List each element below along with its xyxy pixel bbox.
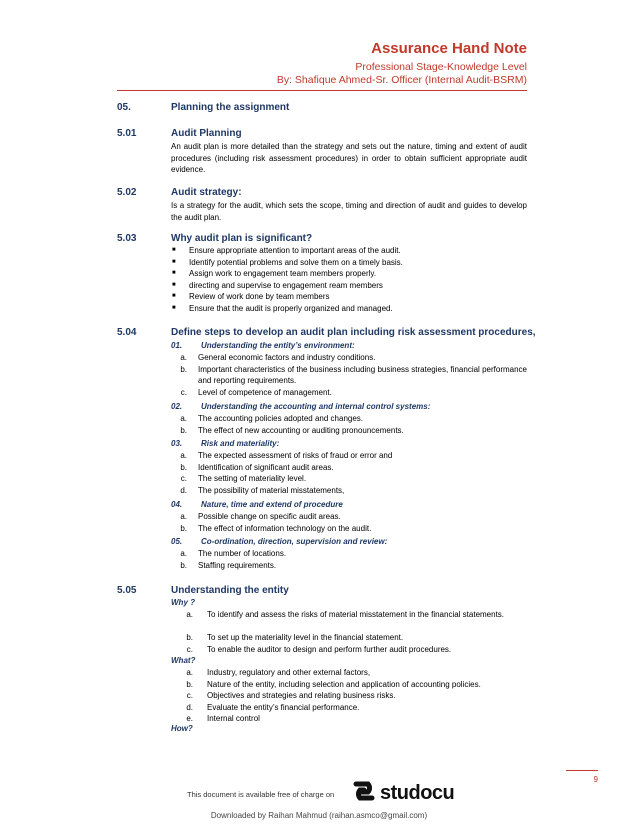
list-marker: a. bbox=[180, 414, 187, 423]
section-title: Understanding the entity bbox=[171, 585, 289, 596]
subheading-number: 05. bbox=[171, 537, 183, 546]
list-item bbox=[175, 485, 527, 497]
list-marker: b. bbox=[180, 523, 187, 533]
list-text: Objectives and strategies and relating business risks. bbox=[207, 691, 396, 700]
subheading-title: Understanding the entity’s environment: bbox=[201, 341, 355, 350]
list-item bbox=[181, 667, 527, 679]
list-item bbox=[175, 548, 527, 560]
list-marker: a. bbox=[180, 512, 187, 521]
subheading bbox=[171, 341, 355, 350]
section-number: 5.02 bbox=[117, 187, 137, 198]
list-text: Important characteristics of the business including business strategies, financial performance and reporting requirements. bbox=[198, 364, 527, 385]
bullet-item bbox=[172, 281, 383, 290]
section-title: Define steps to develop an audit plan including risk assessment procedures, bbox=[171, 327, 536, 338]
bullet-item bbox=[172, 246, 401, 255]
list-item bbox=[175, 511, 527, 523]
list-item bbox=[175, 462, 527, 474]
list-text: Industry, regulatory and other external factors, bbox=[207, 668, 371, 677]
download-note: Downloaded by Raihan Mahmud (raihan.asmco@gmail.com) bbox=[210, 811, 428, 820]
list-item bbox=[181, 644, 527, 656]
section-number: 5.03 bbox=[117, 233, 137, 244]
list-item bbox=[175, 560, 527, 572]
section-text: Is a strategy for the audit, which sets the scope, timing and direction of audit and guides to develop the audit plan. bbox=[171, 201, 527, 222]
what-label: What? bbox=[171, 656, 196, 665]
list-item bbox=[175, 425, 527, 437]
list-item bbox=[175, 364, 527, 387]
subheading-number: 03. bbox=[171, 439, 183, 448]
list-text: Possible change on specific audit areas. bbox=[198, 512, 341, 521]
subheading-title: Nature, time and extend of procedure bbox=[201, 500, 343, 509]
list-item bbox=[181, 713, 527, 725]
list-marker: b. bbox=[180, 560, 187, 570]
studocu-logo-icon bbox=[352, 780, 376, 807]
subheading-number: 01. bbox=[171, 341, 183, 350]
section-number: 05. bbox=[117, 102, 131, 113]
list-text: The number of locations. bbox=[198, 549, 287, 558]
bullet-text: directing and supervise to engagement ream members bbox=[189, 280, 383, 290]
subheading bbox=[171, 439, 279, 448]
list-text: The expected assessment of risks of fraud or error and bbox=[198, 451, 393, 460]
list-text: Staffing requirements. bbox=[198, 560, 277, 570]
list-marker: e. bbox=[186, 714, 193, 723]
bullet-text: Review of work done by team members bbox=[189, 292, 330, 301]
bullet-item bbox=[172, 304, 393, 313]
bullet-text: Identify potential problems and solve them on a timely basis. bbox=[189, 257, 403, 267]
list-marker: c. bbox=[180, 387, 187, 397]
list-text: The accounting policies adopted and changes. bbox=[198, 414, 364, 423]
section-text: An audit plan is more detailed than the strategy and sets out the nature, timing and extent of audit procedures (including risk assessment procedures) in order to obtain sufficient appropriate audit evidence. bbox=[171, 142, 527, 174]
bullet-text: Ensure appropriate attention to important areas of the audit. bbox=[189, 246, 401, 255]
list-marker: c. bbox=[186, 691, 193, 700]
studocu-logo-text: studocu bbox=[380, 782, 455, 804]
list-marker: c. bbox=[180, 474, 187, 483]
why-label: Why ? bbox=[171, 598, 195, 607]
list-text: The setting of materiality level. bbox=[198, 474, 307, 483]
section-title: Audit strategy: bbox=[171, 187, 242, 198]
subheading-title: Understanding the accounting and internal control systems: bbox=[201, 402, 431, 411]
list-item bbox=[181, 679, 527, 691]
list-item bbox=[175, 450, 527, 462]
list-item bbox=[175, 387, 527, 399]
section-title: Planning the assignment bbox=[171, 102, 290, 113]
list-marker: b. bbox=[180, 462, 187, 472]
bullet-text: Ensure that the audit is properly organized and managed. bbox=[189, 303, 393, 313]
list-marker: c. bbox=[186, 644, 193, 654]
page-number: 9 bbox=[566, 770, 598, 784]
list-text: The possibility of material misstatements, bbox=[198, 485, 345, 495]
subheading-number: 02. bbox=[171, 402, 183, 411]
list-item bbox=[175, 523, 527, 535]
bullet-text: Assign work to engagement team members properly. bbox=[189, 269, 377, 278]
bullet-item bbox=[172, 258, 403, 267]
list-marker: b. bbox=[180, 425, 187, 435]
section-number: 5.01 bbox=[117, 128, 137, 139]
subheading bbox=[171, 500, 343, 509]
list-marker: b. bbox=[180, 364, 187, 374]
list-item bbox=[175, 352, 527, 364]
list-item bbox=[181, 702, 527, 714]
bullet-item bbox=[172, 292, 330, 301]
subheading bbox=[171, 402, 430, 411]
list-marker: a. bbox=[186, 610, 193, 619]
how-label: How? bbox=[171, 724, 193, 733]
list-item bbox=[175, 413, 527, 425]
list-marker: b. bbox=[186, 633, 193, 642]
list-item bbox=[181, 690, 527, 702]
list-text: General economic factors and industry conditions. bbox=[198, 353, 376, 362]
list-text: Nature of the entity, including selection and application of accounting policies. bbox=[207, 679, 481, 689]
studocu-logo[interactable] bbox=[352, 780, 454, 807]
subheading-number: 04. bbox=[171, 500, 183, 509]
list-marker: d. bbox=[186, 702, 193, 712]
document-title: Assurance Hand Note bbox=[371, 40, 527, 57]
list-marker: a. bbox=[180, 353, 187, 362]
list-text: Evaluate the entity’s financial performance. bbox=[207, 702, 360, 712]
subheading bbox=[171, 537, 387, 546]
section-title: Audit Planning bbox=[171, 128, 242, 139]
list-text: Internal control bbox=[207, 714, 260, 723]
list-item bbox=[181, 609, 527, 621]
list-item bbox=[175, 473, 527, 485]
list-item bbox=[181, 632, 527, 644]
list-text: To set up the materiality level in the financial statement. bbox=[207, 633, 404, 642]
subheading-title: Risk and materiality: bbox=[201, 439, 280, 448]
list-text: Level of competence of management. bbox=[198, 387, 332, 397]
list-marker: a. bbox=[186, 668, 193, 677]
list-text: Identification of significant audit areas. bbox=[198, 462, 334, 472]
availability-note: This document is available free of charge on bbox=[187, 790, 335, 799]
list-text: To enable the auditor to design and perform further audit procedures. bbox=[207, 644, 452, 654]
list-marker: a. bbox=[180, 451, 187, 460]
section-number: 5.04 bbox=[117, 327, 137, 338]
section-number: 5.05 bbox=[117, 585, 137, 596]
list-text: To identify and assess the risks of material misstatement in the financial statements. bbox=[207, 610, 505, 619]
list-marker: b. bbox=[186, 679, 193, 689]
document-byline: By: Shafique Ahmed-Sr. Officer (Internal Audit-BSRM) bbox=[276, 74, 527, 86]
list-text: The effect of new accounting or auditing pronouncements. bbox=[198, 425, 404, 435]
bullet-item bbox=[172, 269, 376, 278]
header-divider bbox=[117, 90, 527, 91]
list-text: The effect of information technology on the audit. bbox=[198, 523, 372, 533]
section-title: Why audit plan is significant? bbox=[171, 233, 313, 244]
list-marker: d. bbox=[180, 485, 187, 495]
list-marker: a. bbox=[180, 549, 187, 558]
document-subtitle: Professional Stage-Knowledge Level bbox=[355, 61, 527, 73]
subheading-title: Co-ordination, direction, supervision and review: bbox=[201, 537, 388, 546]
